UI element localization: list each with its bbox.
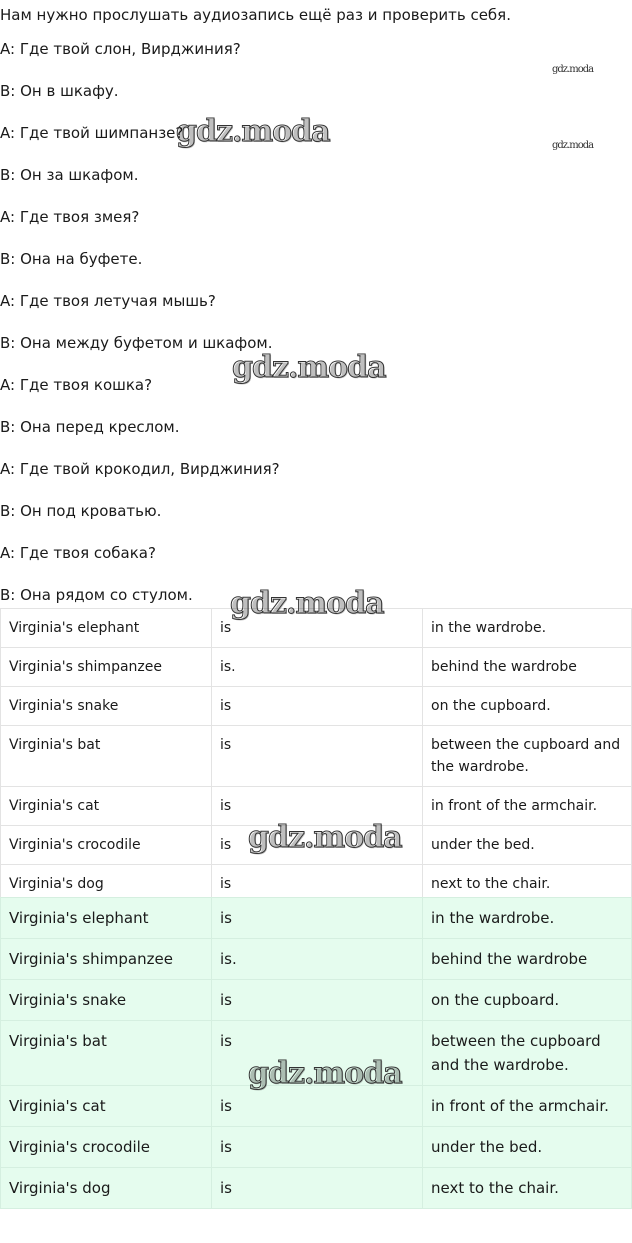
table-cell: Virginia's cat bbox=[1, 787, 212, 826]
table-cell: Virginia's shimpanzee bbox=[1, 648, 212, 687]
table-cell: is bbox=[212, 1168, 423, 1209]
dialogue-line: A: Где твоя змея? bbox=[0, 208, 140, 226]
answer-table-highlighted bbox=[0, 897, 632, 1209]
table-row bbox=[1, 1127, 632, 1168]
table-cell: in front of the armchair. bbox=[423, 787, 632, 826]
watermark: gdz.moda bbox=[552, 64, 594, 75]
table-cell: behind the wardrobe bbox=[423, 648, 632, 687]
dialogue-line: A: Где твой крокодил, Вирджиния? bbox=[0, 460, 280, 478]
table-cell: is. bbox=[212, 939, 423, 980]
dialogue-line: A: Где твоя собака? bbox=[0, 544, 156, 562]
table-cell: Virginia's elephant bbox=[1, 898, 212, 939]
dialogue-line: B: Он за шкафом. bbox=[0, 166, 139, 184]
table-cell: is bbox=[212, 865, 423, 904]
watermark: gdz.moda bbox=[232, 350, 386, 385]
table-row bbox=[1, 898, 632, 939]
dialogue-line: B: Он в шкафу. bbox=[0, 82, 119, 100]
table-cell: on the cupboard. bbox=[423, 980, 632, 1021]
watermark: gdz.moda bbox=[248, 1056, 402, 1091]
answer-table bbox=[0, 608, 632, 904]
table-cell: behind the wardrobe bbox=[423, 939, 632, 980]
dialogue-line: A: Где твой шимпанзе? bbox=[0, 124, 184, 142]
table-cell: Virginia's cat bbox=[1, 1086, 212, 1127]
table-cell: is bbox=[212, 826, 423, 865]
table-cell: in the wardrobe. bbox=[423, 609, 632, 648]
table-cell: is bbox=[212, 1086, 423, 1127]
table-cell: Virginia's dog bbox=[1, 865, 212, 904]
watermark: gdz.moda bbox=[248, 820, 402, 855]
table-cell: Virginia's shimpanzee bbox=[1, 939, 212, 980]
intro-text: Нам нужно прослушать аудиозапись ещё раз и проверить себя. bbox=[0, 6, 511, 24]
table-cell: is bbox=[212, 687, 423, 726]
table-cell: between the cupboard and the wardrobe. bbox=[423, 726, 632, 787]
dialogue-line: B: Он под кроватью. bbox=[0, 502, 162, 520]
table-cell: Virginia's crocodile bbox=[1, 826, 212, 865]
dialogue-line: B: Она на буфете. bbox=[0, 250, 143, 268]
table-cell: under the bed. bbox=[423, 1127, 632, 1168]
table-cell: between the cupboard and the wardrobe. bbox=[423, 1021, 632, 1086]
table-cell: in front of the armchair. bbox=[423, 1086, 632, 1127]
table-cell: is bbox=[212, 787, 423, 826]
watermark: gdz.moda bbox=[552, 140, 594, 151]
table-row bbox=[1, 687, 632, 726]
table-cell: is bbox=[212, 898, 423, 939]
table-cell: Virginia's bat bbox=[1, 1021, 212, 1086]
table-cell: Virginia's snake bbox=[1, 687, 212, 726]
table-cell: Virginia's snake bbox=[1, 980, 212, 1021]
table-cell: next to the chair. bbox=[423, 1168, 632, 1209]
table-cell: Virginia's dog bbox=[1, 1168, 212, 1209]
table-row bbox=[1, 726, 632, 787]
watermark: gdz.moda bbox=[230, 586, 384, 621]
dialogue-line: B: Она между буфетом и шкафом. bbox=[0, 334, 273, 352]
table-cell: next to the chair. bbox=[423, 865, 632, 904]
dialogue-line: A: Где твой слон, Вирджиния? bbox=[0, 40, 241, 58]
table-cell: is bbox=[212, 1021, 423, 1086]
dialogue-line: A: Где твоя кошка? bbox=[0, 376, 153, 394]
table-cell: is bbox=[212, 609, 423, 648]
table-row bbox=[1, 1086, 632, 1127]
dialogue-line: B: Она рядом со стулом. bbox=[0, 586, 193, 604]
table-row bbox=[1, 980, 632, 1021]
table-cell: Virginia's bat bbox=[1, 726, 212, 787]
table-cell: is bbox=[212, 726, 423, 787]
dialogue-line: B: Она перед креслом. bbox=[0, 418, 180, 436]
table-row bbox=[1, 939, 632, 980]
table-row bbox=[1, 1168, 632, 1209]
table-cell: is bbox=[212, 1127, 423, 1168]
watermark: gdz.moda bbox=[176, 114, 330, 149]
table-cell: on the cupboard. bbox=[423, 687, 632, 726]
table-cell: Virginia's elephant bbox=[1, 609, 212, 648]
dialogue-line: A: Где твоя летучая мышь? bbox=[0, 292, 216, 310]
table-row bbox=[1, 648, 632, 687]
table-cell: in the wardrobe. bbox=[423, 898, 632, 939]
table-cell: is bbox=[212, 980, 423, 1021]
table-cell: is. bbox=[212, 648, 423, 687]
table-cell: under the bed. bbox=[423, 826, 632, 865]
table-cell: Virginia's crocodile bbox=[1, 1127, 212, 1168]
